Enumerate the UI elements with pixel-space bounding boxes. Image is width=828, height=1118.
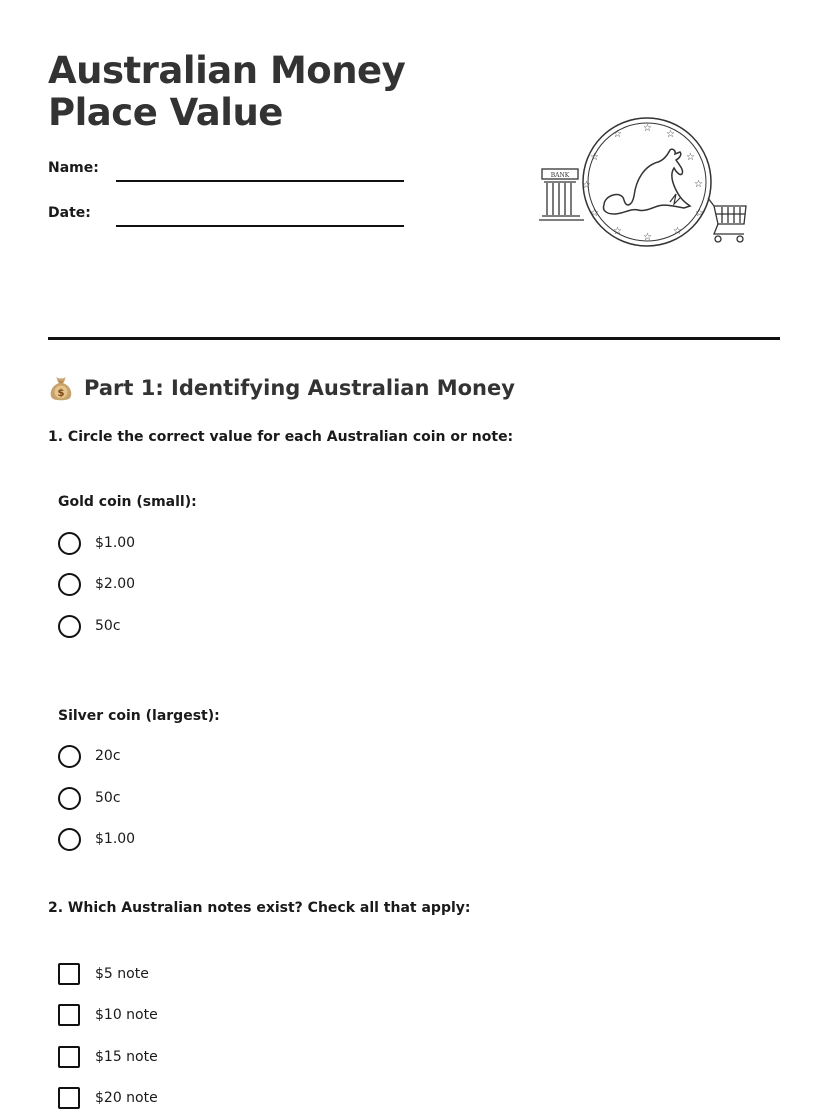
option-label: $1.00	[95, 831, 136, 847]
radio-circle[interactable]	[58, 787, 81, 810]
date-field[interactable]	[116, 225, 404, 227]
radio-option[interactable]	[58, 531, 135, 555]
kangaroo-coin-icon	[582, 118, 711, 246]
bank-sign-text: BANK	[550, 172, 570, 179]
money-bag-icon	[48, 374, 74, 402]
option-label: 20c	[95, 748, 121, 764]
checkbox[interactable]	[58, 1046, 80, 1068]
question-2: 2. Which Australian notes exist? Check all that apply:	[48, 900, 471, 916]
question-1: 1. Circle the correct value for each Australian coin or note:	[48, 429, 514, 445]
radio-circle[interactable]	[58, 532, 81, 555]
option-label: $1.00	[95, 535, 136, 551]
name-label: Name:	[48, 160, 99, 176]
section-1-title	[48, 374, 515, 402]
radio-option[interactable]	[58, 786, 121, 810]
option-label: $5 note	[95, 966, 149, 982]
name-field[interactable]	[116, 180, 404, 182]
radio-option[interactable]	[58, 827, 135, 851]
page-title: Australian Money Place Value	[48, 49, 406, 134]
gold-coin-label: Gold coin (small):	[58, 494, 197, 510]
svg-text:☆: ☆	[643, 123, 652, 134]
option-label: $15 note	[95, 1049, 158, 1065]
checkbox[interactable]	[58, 963, 80, 985]
silver-coin-label: Silver coin (largest):	[58, 708, 220, 724]
svg-text:☆: ☆	[582, 180, 591, 191]
svg-text:☆: ☆	[590, 208, 599, 219]
svg-text:☆: ☆	[694, 179, 703, 190]
svg-text:☆: ☆	[673, 226, 682, 237]
svg-text:☆: ☆	[643, 232, 652, 243]
checkbox-option[interactable]	[58, 962, 149, 986]
checkbox-option[interactable]	[58, 1003, 158, 1027]
option-label: 50c	[95, 790, 121, 806]
svg-text:☆: ☆	[666, 129, 675, 140]
svg-text:☆: ☆	[590, 152, 599, 163]
option-label: $2.00	[95, 576, 136, 592]
radio-option[interactable]	[58, 572, 135, 596]
svg-text:☆: ☆	[695, 208, 704, 219]
radio-circle[interactable]	[58, 828, 81, 851]
checkbox-option[interactable]	[58, 1086, 158, 1110]
option-label: $20 note	[95, 1090, 158, 1106]
shopping-cart-icon	[708, 198, 746, 242]
checkbox[interactable]	[58, 1004, 80, 1026]
radio-circle[interactable]	[58, 615, 81, 638]
svg-text:☆: ☆	[613, 129, 622, 140]
hero-illustration	[534, 110, 752, 252]
section-1-title-text: Part 1: Identifying Australian Money	[84, 376, 515, 400]
svg-text:☆: ☆	[613, 226, 622, 237]
date-label: Date:	[48, 205, 91, 221]
checkbox[interactable]	[58, 1087, 80, 1109]
radio-circle[interactable]	[58, 573, 81, 596]
option-label: 50c	[95, 618, 121, 634]
radio-option[interactable]	[58, 744, 121, 768]
radio-option[interactable]	[58, 614, 121, 638]
radio-circle[interactable]	[58, 745, 81, 768]
section-divider	[48, 337, 780, 340]
checkbox-option[interactable]	[58, 1045, 158, 1069]
svg-text:☆: ☆	[686, 152, 695, 163]
svg-text:$: $	[57, 388, 65, 399]
bank-icon	[539, 169, 584, 220]
option-label: $10 note	[95, 1007, 158, 1023]
